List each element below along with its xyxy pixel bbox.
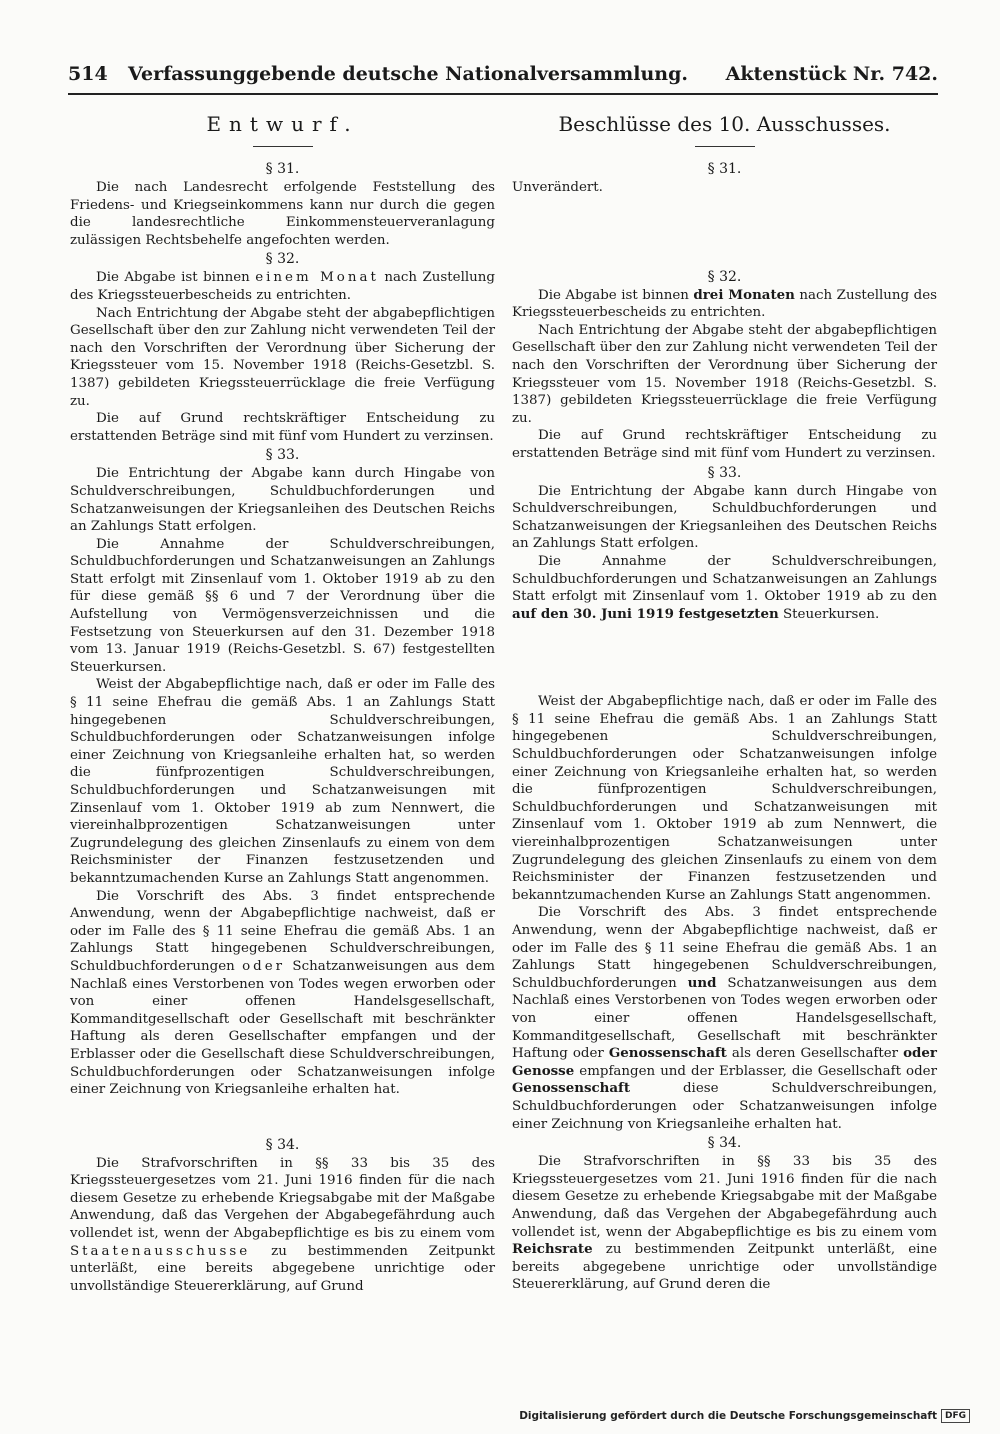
paragraph: Die Strafvorschriften in §§ 33 bis 35 des Kriegssteuergesetzes vom 21. Juni 1916 finden für die nach diesem Gesetze zu erhebende Kriegsabgabe mit der Maßgabe Anwendung, daß das Vergehen der Abgabegefährdung auch vollendet ist, wenn der Abgabepflichtige es bis zu einem vom Staatenausschusse zu bestimmenden Zeitpunkt unterläßt, eine bereits abgegebene unrichtige oder unvollständige Steuererklärung, auf Grund [70,1155,495,1294]
bold-emphasis: auf den 30. Juni 1919 festgesetzten [512,605,779,622]
bold-emphasis: Genossenschaft [512,1080,631,1097]
paragraph: Die auf Grund rechtskräftiger Entscheidung zu erstattenden Beträge sind mit fünf vom Hundert zu verzinsen. [70,411,495,444]
page-number: 514 [68,63,108,85]
column-title-committee: Beschlüsse des 10. Ausschusses. [558,112,891,136]
section-33-right [512,463,937,1134]
section-heading: § 32. [707,268,742,285]
paragraph: Die Entrichtung der Abgabe kann durch Hingabe von Schuldverschreibungen, Schuldbuchforderungen und Schatzanweisungen der Kriegsanleihen des Deutschen Reichs an Zahlungs Statt erfolgen. [70,466,495,535]
paragraph: Nach Entrichtung der Abgabe steht der abgabepflichtigen Gesellschaft über den zur Zahlung nicht verwendeten Teil der nach den Vorschriften der Verordnung über Sicherung der Kriegssteuer vom 15. November 1918 (Reichs-Gesetzbl. S. 1387) gebildeten Kriegssteuerrücklage die freie Verfügung zu. [512,322,937,426]
paragraph: Die Entrichtung der Abgabe kann durch Hingabe von Schuldverschreibungen, Schuldbuchforderungen und Schatzanweisungen der Kriegsanleihen des Deutschen Reichs an Zahlungs Statt erfolgen. [512,483,937,552]
bold-emphasis: Reichsrate [512,1241,593,1258]
dfg-logo: DFG [941,1409,970,1423]
section-heading: § 32. [265,251,300,268]
title-rule [695,146,755,147]
column-draft [70,105,495,1295]
spaced-emphasis: oder [242,958,286,974]
paragraph: Nach Entrichtung der Abgabe steht der abgabepflichtigen Gesellschaft über den zur Zahlung nicht verwendeten Teil der nach den Vorschriften der Verordnung über Sicherung der Kriegssteuer vom 15. November 1918 (Reichs-Gesetzbl. S. 1387) gebildeten Kriegssteuerrücklage die freie Verfügung zu. [70,305,495,409]
header-rule [68,93,938,95]
paragraph: Die Vorschrift des Abs. 3 findet entsprechende Anwendung, wenn der Abgabepflichtige nachweist, daß er oder im Falle des § 11 seine Ehefrau die gemäß Abs. 1 an Zahlungs Statt hingegebenen Schuldverschreibungen, Schuldbuchforderungen oder Schatzanweisungen aus dem Nachlaß eines Verstorbenen von Todes wegen erworben oder von einer offenen Handelsgesellschaft, Kommanditgesellschaft oder Gesellschaft mit beschränkter Haftung als deren Gesellschafter empfangen und der Erblasser oder die Gesellschaft diese Schuldverschreibungen, Schuldbuchforderungen oder Schatzanweisungen infolge einer Zeichnung von Kriegsanleihe erhalten hat. [70,888,495,1098]
section-33-left [70,445,495,1098]
bold-emphasis: oder Genosse [512,1045,937,1079]
running-title: Verfassunggebende deutsche Nationalversammlung. [128,63,688,85]
section-31-left [70,159,495,249]
spaced-emphasis: einem Monat [255,270,379,286]
paragraph: Weist der Abgabepflichtige nach, daß er oder im Falle des § 11 seine Ehefrau die gemäß Abs. 1 an Zahlungs Statt hingegebenen Schuldverschreibungen, Schuldbuchforderungen oder Schatzanweisungen infolge einer Zeichnung von Kriegsanleihe erhalten hat, so werden die fünfprozentigen Schuldverschreibungen, Schuldbuchforderungen und Schatzanweisungen mit Zinsenlauf vom 1. Oktober 1919 ab zum Nennwert, die viereinhalbprozentigen Schatzanweisungen unter Zugrundelegung des gleichen Zinsenlaufs zu einem von dem Reichsminister der Finanzen festzusetzenden und bekanntzumachenden Kurse an Zahlungs Statt angenommen. [512,694,937,903]
digitization-credit [519,1409,970,1423]
section-31-right [512,159,937,197]
paragraph: Die Vorschrift des Abs. 3 findet entsprechende Anwendung, wenn der Abgabepflichtige nachweist, daß er oder im Falle des § 11 seine Ehefrau die gemäß Abs. 1 an Zahlungs Statt hingegebenen Schuldverschreibungen, Schuldbuchforderungen und Schatzanweisungen aus dem Nachlaß eines Verstorbenen von Todes wegen erworben oder von einer offenen Handelsgesellschaft, Kommanditgesellschaft, Gesellschaft mit beschränkter Haftung oder Genossenschaft als deren Gesellschafter oder Genosse empfangen und der Erblasser, die Gesellschaft oder Genossenschaft diese Schuldverschreibungen, Schuldbuchforderungen oder Schatzanweisungen infolge einer Zeichnung von Kriegsanleihe erhalten hat. [512,905,937,1132]
spaced-emphasis: Staatenausschusse [70,1243,251,1259]
paragraph: Die nach Landesrecht erfolgende Feststellung des Friedens- und Kriegseinkommens kann nur durch die gegen die landesrechtliche Einkommensteuerveranlagung zulässigen Rechtsbehelfe angefochten werden. [70,180,495,248]
column-title-draft: Entwurf. [206,112,359,136]
section-32-right [512,267,937,463]
page-header [68,60,938,88]
paragraph: Die Annahme der Schuldverschreibungen, Schuldbuchforderungen und Schatzanweisungen an Zahlungs Statt erfolgt mit Zinsenlauf vom 1. Oktober 1919 ab zu den auf den 30. Juni 1919 festgesetzten Steuerkursen. [512,553,937,622]
paragraph: Die auf Grund rechtskräftiger Entscheidung zu erstattenden Beträge sind mit fünf vom Hundert zu verzinsen. [512,428,937,461]
paragraph: Unverändert. [512,180,603,195]
section-heading: § 33. [265,447,300,464]
document-id: Aktenstück Nr. 742. [725,63,938,85]
section-heading: § 34. [707,1135,742,1152]
title-rule [253,146,313,147]
bold-emphasis: Genossenschaft [608,1045,727,1062]
section-34-left [70,1135,495,1296]
section-32-left [70,249,495,445]
paragraph: Die Abgabe ist binnen einem Monat nach Zustellung des Kriegssteuerbescheids zu entrichten. [70,270,495,303]
paragraph: Die Strafvorschriften in §§ 33 bis 35 des Kriegssteuergesetzes vom 21. Juni 1916 finden für die nach diesem Gesetze zu erhebende Kriegsabgabe mit der Maßgabe Anwendung, daß das Vergehen der Abgabegefährdung auch vollendet ist, wenn der Abgabepflichtige es bis zu einem vom Reichsrate zu bestimmenden Zeitpunkt unterläßt, eine bereits abgegebene unrichtige oder unvollständige Steuererklärung, auf Grund deren die [512,1154,937,1293]
section-heading: § 31. [707,161,742,177]
paragraph: Die Annahme der Schuldverschreibungen, Schuldbuchforderungen und Schatzanweisungen an Zahlungs Statt erfolgt mit Zinsenlauf vom 1. Oktober 1919 ab zu den für diese gemäß §§ 6 und 7 der Verordnung über die Aufstellung von Vermögensverzeichnissen und die Festsetzung von Steuerkursen auf den 31. Dezember 1918 vom 13. Januar 1919 (Reichs-Gesetzbl. S. 67) festgestellten Steuerkursen. [70,536,495,675]
bold-emphasis: drei Monaten [693,286,795,303]
section-heading: § 34. [265,1136,300,1153]
section-34-right [512,1133,937,1294]
column-committee [512,105,937,1294]
credit-text: Digitalisierung gefördert durch die Deutsche Forschungsgemeinschaft [519,1410,937,1422]
bold-emphasis: und [687,974,717,991]
paragraph: Die Abgabe ist binnen drei Monaten nach Zustellung des Kriegssteuerbescheids zu entrichten. [512,286,937,321]
section-heading: § 31. [265,161,300,177]
section-heading: § 33. [707,464,742,481]
paragraph: Weist der Abgabepflichtige nach, daß er oder im Falle des § 11 seine Ehefrau die gemäß Abs. 1 an Zahlungs Statt hingegebenen Schuldverschreibungen, Schuldbuchforderungen oder Schatzanweisungen infolge einer Zeichnung von Kriegsanleihe erhalten hat, so werden die fünfprozentigen Schuldverschreibungen, Schuldbuchforderungen und Schatzanweisungen mit Zinsenlauf vom 1. Oktober 1919 ab zum Nennwert, die viereinhalbprozentigen Schatzanweisungen unter Zugrundelegung des gleichen Zinsenlaufs zu einem von dem Reichsminister der Finanzen festzusetzenden und bekanntzumachenden Kurse an Zahlungs Statt angenommen. [70,677,495,886]
